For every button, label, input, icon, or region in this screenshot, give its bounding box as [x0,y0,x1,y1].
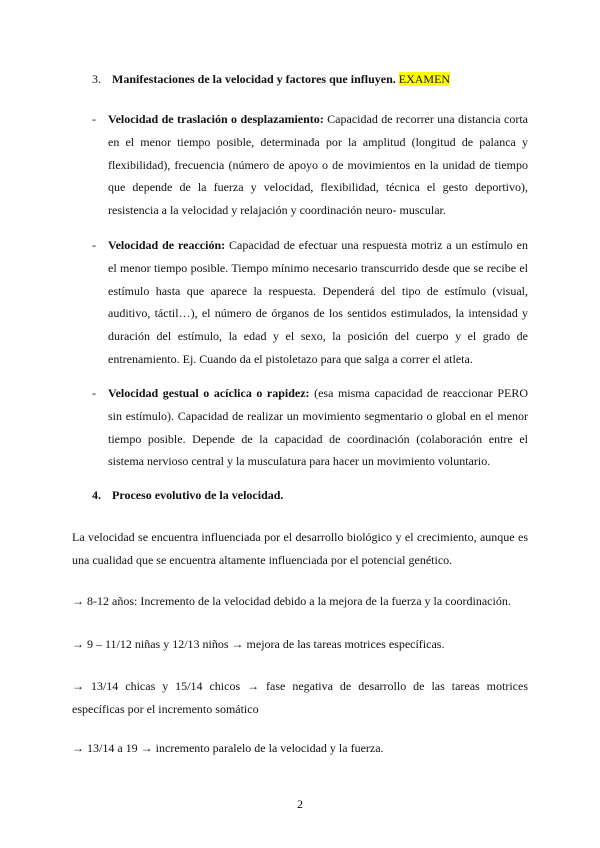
section-3-title: Manifestaciones de la velocidad y factores que influyen. [112,72,396,86]
list-dash: - [92,386,96,400]
list-dash: - [92,238,96,252]
stage-13-19: → 13/14 a 19 → incremento paralelo de la velocidad y la fuerza. [72,741,384,755]
page-number: 2 [297,797,303,811]
item-label: Velocidad de reacción: [108,238,226,252]
item-text: Capacidad de efectuar una respuesta motriz a un estímulo en el menor tiempo posible. Tiempo mínimo necesario transcurrido desde que se recibe el estímulo hasta que aparece la respuesta. Dependerá del tipo de estímulo (visual, auditivo, táctil…), el número de órganos de los sentidos estimulados, la intensidad y duración del estímulo, la edad y el sexo, la posición del cuerpo y el grado de entrenamiento. Ej. Cuando da el pistoletazo para que salga a correr el atleta. [108,238,528,366]
intro-paragraph: La velocidad se encuentra influenciada por el desarrollo biológico y el crecimiento, aunque es una cualidad que se encuentra altamente influenciada por el potencial genético. [72,530,528,567]
item-label: Velocidad de traslación o desplazamiento: [108,112,324,126]
section-3-heading [92,71,450,87]
stage-13-15: → 13/14 chicas y 15/14 chicos → fase negativa de desarrollo de las tareas motrices específicas por el incremento somático [72,679,528,716]
section-4-title: Proceso evolutivo de la velocidad. [112,488,284,502]
section-4-number: 4. [92,488,101,502]
item-text: (esa misma capacidad de reaccionar PERO sin estímulo). Capacidad de realizar un movimiento segmentario o global en el menor tiempo posible. Depende de la capacidad de coordinación (colaboración entre el sistema nervioso central y la musculatura para hacer un movimiento voluntario. [108,386,529,469]
list-item-reaccion [92,234,528,371]
item-text: Capacidad de recorrer una distancia corta en el menor tiempo posible, determinada por la amplitud (longitud de palanca y flexibilidad), frecuencia (número de apoyo o de movimientos en la unidad de tiempo que depende de la fuerza y velocidad, flexibilidad, técnica el gesto deportivo), resistencia a la velocidad y relajación y coordinación neuro- muscular. [108,112,529,218]
section-4-heading [92,487,283,503]
section-3-number: 3. [92,72,101,86]
item-label: Velocidad gestual o acíclica o rapidez: [108,386,310,400]
exam-highlight: EXAMEN [398,72,451,86]
stage-8-12: → 8-12 años: Incremento de la velocidad debido a la mejora de la fuerza y la coordinación. [72,594,511,608]
list-item-gestual [92,382,528,473]
stage-9-13: → 9 – 11/12 niñas y 12/13 niños → mejora de las tareas motrices específicas. [72,637,445,651]
list-dash: - [92,112,96,126]
list-item-traslacion [92,108,528,222]
